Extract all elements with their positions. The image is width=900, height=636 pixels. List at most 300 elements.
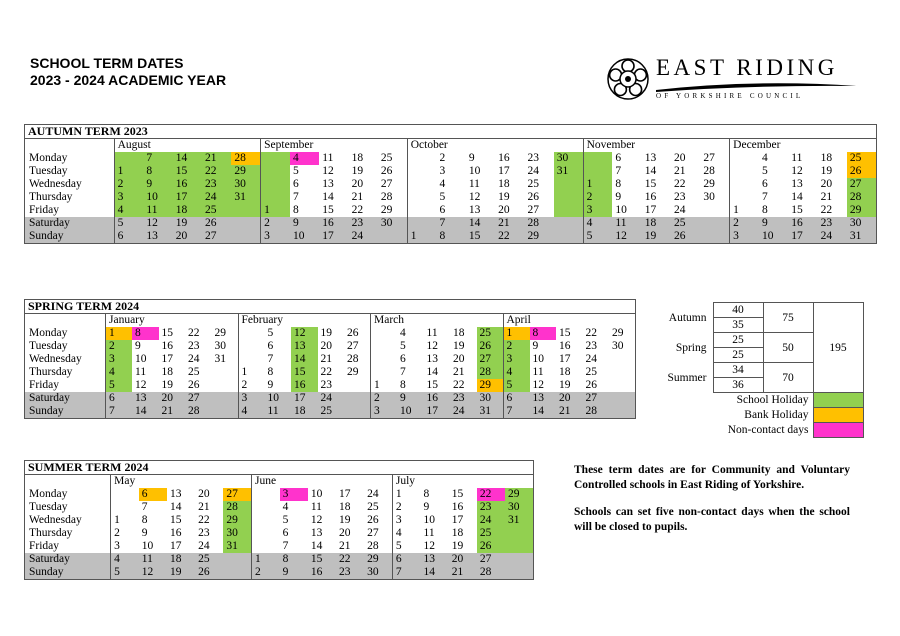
- date-cell: 8: [141, 514, 148, 526]
- date-cell: 29: [223, 514, 251, 527]
- date-cell: [730, 178, 759, 191]
- month-name: May: [111, 475, 252, 489]
- date-cell: 30: [505, 501, 533, 514]
- date-cell: 22: [820, 204, 833, 216]
- date-cell: 22: [351, 204, 364, 216]
- date-cell: 11: [612, 217, 641, 230]
- date-cell: [407, 191, 436, 204]
- date-cell: 29: [347, 366, 359, 378]
- date-cell: 10: [310, 488, 323, 500]
- date-cell: 5: [106, 379, 133, 392]
- corner-cell: [25, 314, 106, 328]
- date-cell: [407, 204, 436, 217]
- date-cell: [344, 392, 371, 405]
- date-cell: 4: [282, 501, 289, 513]
- date-cell: [238, 340, 265, 353]
- month-name: July: [392, 475, 533, 489]
- date-cell: 26: [527, 191, 539, 203]
- date-cell: 4: [400, 327, 406, 339]
- date-cell: 27: [477, 553, 505, 566]
- weekday-label: Saturday: [25, 217, 115, 230]
- month-name: August: [114, 139, 261, 153]
- date-cell: 6: [267, 340, 274, 352]
- date-cell: 4: [114, 204, 143, 217]
- date-cell: 2: [371, 392, 398, 405]
- date-cell: 27: [380, 178, 393, 190]
- weekday-label: Friday: [25, 540, 111, 553]
- date-cell: 5: [267, 327, 274, 339]
- date-cell: 28: [583, 405, 610, 419]
- date-cell: 23: [202, 178, 231, 191]
- date-cell: 17: [451, 514, 464, 526]
- date-cell: 31: [231, 191, 260, 204]
- date-cell: 11: [532, 366, 544, 378]
- date-cell: 1: [251, 553, 279, 566]
- date-cell: 10: [135, 353, 147, 365]
- date-cell: 18: [291, 405, 318, 419]
- date-cell: 26: [195, 566, 223, 580]
- date-cell: 28: [367, 540, 379, 552]
- date-cell: 24: [198, 540, 210, 552]
- date-cell: 15: [466, 230, 495, 244]
- date-cell: 4: [583, 217, 612, 230]
- month-name: February: [238, 314, 371, 328]
- date-cell: 9: [267, 379, 274, 391]
- date-cell: 5: [282, 514, 289, 526]
- date-cell: 20: [556, 392, 583, 405]
- date-cell: [212, 366, 239, 379]
- date-cell: 23: [336, 566, 364, 580]
- date-cell: 20: [339, 527, 351, 539]
- summer-term-table: [24, 460, 534, 580]
- date-cell: 10: [468, 165, 481, 177]
- date-cell: 11: [426, 327, 438, 339]
- date-cell: 19: [559, 379, 571, 391]
- date-cell: 29: [477, 379, 504, 392]
- date-cell: 6: [503, 392, 530, 405]
- date-cell: 2: [439, 152, 446, 164]
- date-cell: 21: [339, 540, 351, 552]
- date-cell: 25: [380, 152, 393, 164]
- date-cell: [609, 379, 636, 392]
- date-cell: [583, 165, 612, 178]
- corner-cell: [25, 475, 111, 489]
- date-cell: 7: [106, 405, 133, 419]
- date-cell: [505, 553, 533, 566]
- date-cell: 12: [468, 191, 481, 203]
- date-cell: 31: [505, 514, 533, 527]
- date-cell: [251, 540, 279, 553]
- date-cell: 14: [791, 191, 803, 203]
- date-cell: 19: [339, 514, 351, 526]
- month-name: October: [407, 139, 583, 153]
- date-cell: 19: [320, 327, 332, 339]
- date-cell: 13: [132, 392, 159, 405]
- date-cell: [505, 527, 533, 540]
- date-cell: 2: [106, 340, 133, 353]
- date-cell: 26: [347, 327, 359, 339]
- date-cell: 30: [554, 152, 583, 165]
- date-cell: 5: [439, 191, 446, 203]
- weekday-label: Tuesday: [25, 501, 111, 514]
- header-subtitle: 2023 - 2024 ACADEMIC YEAR: [30, 72, 227, 88]
- date-cell: 13: [644, 152, 657, 164]
- date-cell: 2: [730, 217, 759, 230]
- date-cell: [700, 230, 729, 244]
- date-cell: 11: [791, 152, 803, 164]
- date-cell: [261, 165, 290, 178]
- date-cell: 23: [188, 340, 200, 352]
- date-cell: 27: [202, 230, 231, 244]
- date-cell: 1: [261, 204, 290, 217]
- date-cell: 3: [261, 230, 290, 244]
- date-cell: 2: [251, 566, 279, 580]
- weekday-label: Saturday: [25, 553, 111, 566]
- date-cell: 31: [847, 230, 877, 244]
- legend-swatch-non-contact: [813, 423, 863, 438]
- date-cell: 28: [477, 566, 505, 580]
- date-cell: 5: [392, 540, 420, 553]
- date-cell: 9: [290, 217, 319, 230]
- weekday-label: Tuesday: [25, 340, 106, 353]
- date-cell: 7: [400, 366, 406, 378]
- date-cell: 15: [426, 379, 438, 391]
- date-cell: 9: [141, 527, 148, 539]
- date-cell: 20: [449, 553, 477, 566]
- date-cell: 3: [730, 230, 759, 244]
- date-cell: 11: [322, 152, 334, 164]
- date-cell: 12: [423, 540, 436, 552]
- date-cell: 22: [198, 514, 210, 526]
- summary-term-total: 75: [763, 303, 813, 333]
- date-cell: 6: [392, 553, 420, 566]
- date-cell: [212, 392, 239, 405]
- date-cell: 8: [280, 553, 308, 566]
- date-cell: 20: [674, 152, 686, 164]
- date-cell: [231, 204, 260, 217]
- date-cell: 16: [173, 178, 202, 191]
- summary-half-term-days: 35: [713, 318, 763, 333]
- date-cell: [407, 165, 436, 178]
- summary-term-label: Autumn: [668, 311, 707, 324]
- date-cell: [730, 152, 759, 165]
- date-cell: [554, 178, 583, 191]
- date-cell: 6: [106, 392, 133, 405]
- legend-swatch-school-holiday: [813, 393, 863, 408]
- date-cell: 14: [291, 353, 318, 366]
- date-cell: 6: [615, 152, 622, 164]
- date-cell: 28: [380, 191, 393, 203]
- date-cell: 11: [139, 553, 167, 566]
- date-cell: 24: [674, 204, 686, 216]
- date-cell: 30: [847, 217, 877, 230]
- date-cell: 25: [367, 501, 379, 513]
- month-name: December: [730, 139, 877, 153]
- date-cell: 19: [642, 230, 671, 244]
- date-cell: [261, 191, 290, 204]
- date-cell: 27: [347, 340, 359, 352]
- date-cell: 26: [202, 217, 231, 230]
- date-cell: 5: [114, 217, 143, 230]
- date-cell: 27: [223, 488, 251, 501]
- date-cell: 7: [392, 566, 420, 580]
- month-name: September: [261, 139, 408, 153]
- logo-wordmark: EAST RIDING: [656, 55, 838, 80]
- date-cell: 9: [423, 501, 430, 513]
- date-cell: 1: [503, 327, 530, 340]
- weekday-label: Monday: [25, 488, 111, 501]
- date-cell: 25: [847, 152, 877, 165]
- date-cell: 22: [453, 379, 465, 391]
- date-cell: 6: [439, 204, 446, 216]
- date-cell: 12: [135, 379, 147, 391]
- date-cell: 15: [161, 327, 173, 339]
- date-cell: 12: [291, 327, 318, 340]
- date-cell: [407, 152, 436, 165]
- date-cell: 9: [143, 178, 172, 191]
- date-cell: 20: [351, 178, 364, 190]
- date-cell: [231, 230, 260, 244]
- date-cell: 8: [437, 230, 466, 244]
- date-cell: 5: [400, 340, 406, 352]
- date-cell: 16: [644, 191, 657, 203]
- date-cell: 1: [730, 204, 759, 217]
- date-cell: 17: [339, 488, 351, 500]
- date-cell: 12: [143, 217, 172, 230]
- date-cell: 1: [106, 327, 133, 340]
- date-cell: 6: [282, 527, 289, 539]
- date-cell: 19: [820, 165, 833, 177]
- date-cell: 27: [367, 527, 379, 539]
- date-cell: 13: [530, 392, 557, 405]
- date-cell: 21: [556, 405, 583, 419]
- date-cell: 7: [141, 501, 148, 513]
- date-cell: [609, 353, 636, 366]
- date-cell: 10: [397, 405, 424, 419]
- date-cell: 3: [280, 488, 308, 501]
- date-cell: 29: [505, 488, 533, 501]
- date-cell: 3: [392, 514, 420, 527]
- date-cell: 29: [703, 178, 715, 190]
- date-cell: 13: [322, 178, 334, 190]
- date-cell: 11: [468, 178, 480, 190]
- date-cell: 22: [336, 553, 364, 566]
- date-cell: 4: [106, 366, 133, 379]
- date-cell: 23: [349, 217, 378, 230]
- date-cell: [609, 405, 636, 419]
- date-cell: [554, 230, 583, 244]
- date-cell: 24: [367, 488, 379, 500]
- date-cell: [111, 501, 139, 514]
- date-cell: 20: [453, 353, 465, 365]
- date-cell: 25: [585, 366, 597, 378]
- date-cell: 18: [351, 152, 364, 164]
- date-cell: 3: [583, 204, 612, 217]
- date-cell: [371, 353, 398, 366]
- date-cell: 14: [466, 217, 495, 230]
- date-cell: 14: [322, 191, 334, 203]
- date-cell: 20: [820, 178, 833, 190]
- date-cell: 8: [292, 204, 299, 216]
- date-cell: 8: [615, 178, 622, 190]
- date-cell: 22: [585, 327, 597, 339]
- date-cell: [231, 217, 260, 230]
- date-cell: 6: [400, 353, 406, 365]
- date-cell: 10: [143, 191, 172, 204]
- date-cell: 15: [559, 327, 571, 339]
- date-cell: 23: [674, 191, 686, 203]
- date-cell: 20: [173, 230, 202, 244]
- date-cell: 23: [585, 340, 597, 352]
- date-cell: 17: [161, 353, 173, 365]
- date-cell: 16: [559, 340, 571, 352]
- date-cell: 24: [202, 191, 231, 204]
- date-cell: 24: [349, 230, 378, 244]
- date-cell: 8: [530, 327, 557, 340]
- date-cell: 8: [761, 204, 768, 216]
- document-header: [30, 55, 226, 89]
- date-cell: [407, 178, 436, 191]
- date-cell: 12: [612, 230, 641, 244]
- date-cell: 21: [449, 566, 477, 580]
- corner-cell: [25, 139, 115, 153]
- date-cell: 8: [267, 366, 274, 378]
- date-cell: 2: [111, 527, 139, 540]
- date-cell: 13: [169, 488, 182, 500]
- legend-label: School Holiday: [736, 394, 809, 407]
- date-cell: 16: [291, 379, 318, 392]
- date-cell: 4: [439, 178, 446, 190]
- date-cell: 23: [527, 152, 539, 164]
- weekday-label: Saturday: [25, 392, 106, 405]
- date-cell: 4: [761, 152, 768, 164]
- term-title: SPRING TERM 2024: [25, 300, 636, 314]
- date-cell: 3: [111, 540, 139, 553]
- summary-term-label: Summer: [667, 371, 707, 384]
- month-name: April: [503, 314, 636, 328]
- date-cell: 28: [347, 353, 359, 365]
- date-cell: [111, 488, 139, 501]
- notes-block: [574, 463, 850, 547]
- date-cell: 2: [238, 379, 265, 392]
- date-cell: 26: [188, 379, 200, 391]
- date-cell: 26: [585, 379, 597, 391]
- date-cell: 28: [847, 191, 877, 204]
- date-cell: 14: [644, 165, 657, 177]
- date-cell: 7: [615, 165, 622, 177]
- month-name: March: [371, 314, 504, 328]
- date-cell: 8: [400, 379, 406, 391]
- weekday-label: Thursday: [25, 527, 111, 540]
- date-cell: 1: [238, 366, 265, 379]
- date-cell: 28: [477, 366, 504, 379]
- date-cell: [261, 178, 290, 191]
- date-cell: 1: [371, 379, 398, 392]
- date-cell: [223, 553, 251, 566]
- date-cell: 15: [451, 488, 464, 500]
- date-cell: 17: [291, 392, 318, 405]
- date-cell: [371, 366, 398, 379]
- date-cell: 22: [188, 327, 200, 339]
- date-cell: 18: [173, 204, 202, 217]
- date-cell: 12: [322, 165, 334, 177]
- date-cell: 7: [143, 152, 172, 165]
- date-cell: 14: [132, 405, 159, 419]
- date-cell: 25: [202, 204, 231, 217]
- legend-label: Bank Holiday: [744, 409, 809, 421]
- autumn-term-table: [24, 124, 877, 244]
- weekday-label: Sunday: [25, 566, 111, 580]
- date-cell: 19: [351, 165, 364, 177]
- date-cell: [251, 501, 279, 514]
- date-cell: 15: [791, 204, 803, 216]
- weekday-label: Sunday: [25, 405, 106, 419]
- weekday-label: Wednesday: [25, 178, 115, 191]
- date-cell: 3: [238, 392, 265, 405]
- date-cell: 4: [238, 405, 265, 419]
- weekday-label: Tuesday: [25, 165, 115, 178]
- date-cell: 2: [261, 217, 290, 230]
- date-cell: 18: [559, 366, 571, 378]
- summary-term-total: 70: [763, 363, 813, 393]
- date-cell: [609, 366, 636, 379]
- date-cell: [223, 566, 251, 580]
- date-cell: [554, 217, 583, 230]
- date-cell: [554, 204, 583, 217]
- date-cell: 31: [223, 540, 251, 553]
- date-cell: 25: [195, 553, 223, 566]
- date-cell: 9: [397, 392, 424, 405]
- date-cell: 17: [319, 230, 348, 244]
- date-cell: 4: [503, 366, 530, 379]
- date-cell: 15: [291, 366, 318, 379]
- date-cell: [505, 566, 533, 580]
- date-cell: 15: [169, 514, 182, 526]
- summary-half-term-days: 36: [713, 378, 763, 393]
- date-cell: 21: [674, 165, 686, 177]
- date-cell: 3: [439, 165, 446, 177]
- weekday-label: Sunday: [25, 230, 115, 244]
- date-cell: 28: [524, 217, 553, 230]
- rose-emblem-icon: [606, 57, 650, 101]
- date-cell: 27: [583, 392, 610, 405]
- date-cell: [114, 152, 143, 165]
- date-cell: 20: [159, 392, 186, 405]
- date-cell: 11: [143, 204, 172, 217]
- date-cell: 18: [642, 217, 671, 230]
- date-cell: 11: [310, 501, 322, 513]
- date-cell: 8: [143, 165, 172, 178]
- date-cell: 30: [364, 566, 392, 580]
- date-cell: 10: [759, 230, 788, 244]
- date-cell: [730, 191, 759, 204]
- date-cell: 24: [450, 405, 477, 419]
- date-cell: 25: [188, 366, 200, 378]
- date-cell: 4: [290, 152, 319, 165]
- date-cell: 6: [114, 230, 143, 244]
- date-cell: 21: [320, 353, 332, 365]
- date-cell: 12: [310, 514, 323, 526]
- date-cell: 16: [308, 566, 336, 580]
- date-cell: [344, 379, 371, 392]
- date-cell: 11: [265, 405, 292, 419]
- legend-label: Non-contact days: [727, 424, 809, 436]
- summary-grand-total: 195: [813, 303, 863, 393]
- date-cell: 7: [503, 405, 530, 419]
- date-cell: 1: [583, 178, 612, 191]
- date-cell: 27: [527, 204, 539, 216]
- date-cell: 30: [214, 340, 226, 352]
